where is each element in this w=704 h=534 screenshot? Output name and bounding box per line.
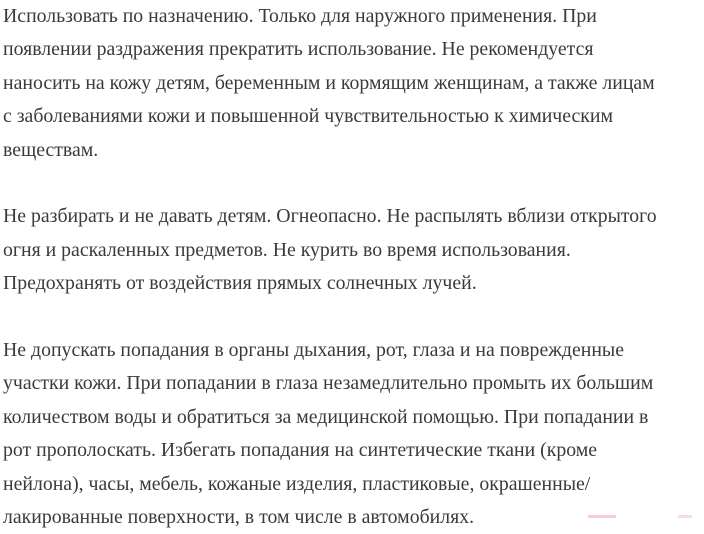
text-line: лакированные поверхности, в том числе в автомобилях. (3, 506, 475, 529)
decorative-accent-line (678, 515, 692, 518)
text-line: Не разбирать и не давать детям. Огнеопасно. Не распылять вблизи открытого (3, 205, 657, 228)
paragraph-fire-safety (3, 200, 701, 300)
text-line: Предохранять от воздействия прямых солнечных лучей. (3, 272, 477, 295)
text-line: огня и раскаленных предметов. Не курить во время использования. (3, 238, 571, 261)
text-line: появлении раздражения прекратить использование. Не рекомендуется (3, 38, 594, 61)
text-line: участки кожи. При попадании в глаза незамедлительно промыть их большим (3, 372, 654, 395)
text-line: с заболеваниями кожи и повышенной чувствительностью к химическим (3, 105, 614, 128)
text-line: Не допускать попадания в органы дыхания, рот, глаза и на поврежденные (3, 339, 624, 362)
text-line: нейлона), часы, мебель, кожаные изделия, пластиковые, окрашенные/ (3, 472, 591, 495)
text-line: рот прополоскать. Избегать попадания на синтетические ткани (кроме (3, 439, 598, 462)
text-line: количеством воды и обратиться за медицинской помощью. При попадании в (3, 405, 649, 428)
paragraph-contact-precautions (3, 334, 701, 534)
text-line: наносить на кожу детям, беременным и кормящим женщинам, а также лицам (3, 71, 655, 94)
text-line: Использовать по назначению. Только для наружного применения. При (3, 5, 597, 27)
text-line: веществам. (3, 138, 99, 161)
paragraph-usage-warnings (3, 0, 701, 167)
decorative-accent-line (588, 515, 616, 518)
document-body (3, 0, 701, 534)
